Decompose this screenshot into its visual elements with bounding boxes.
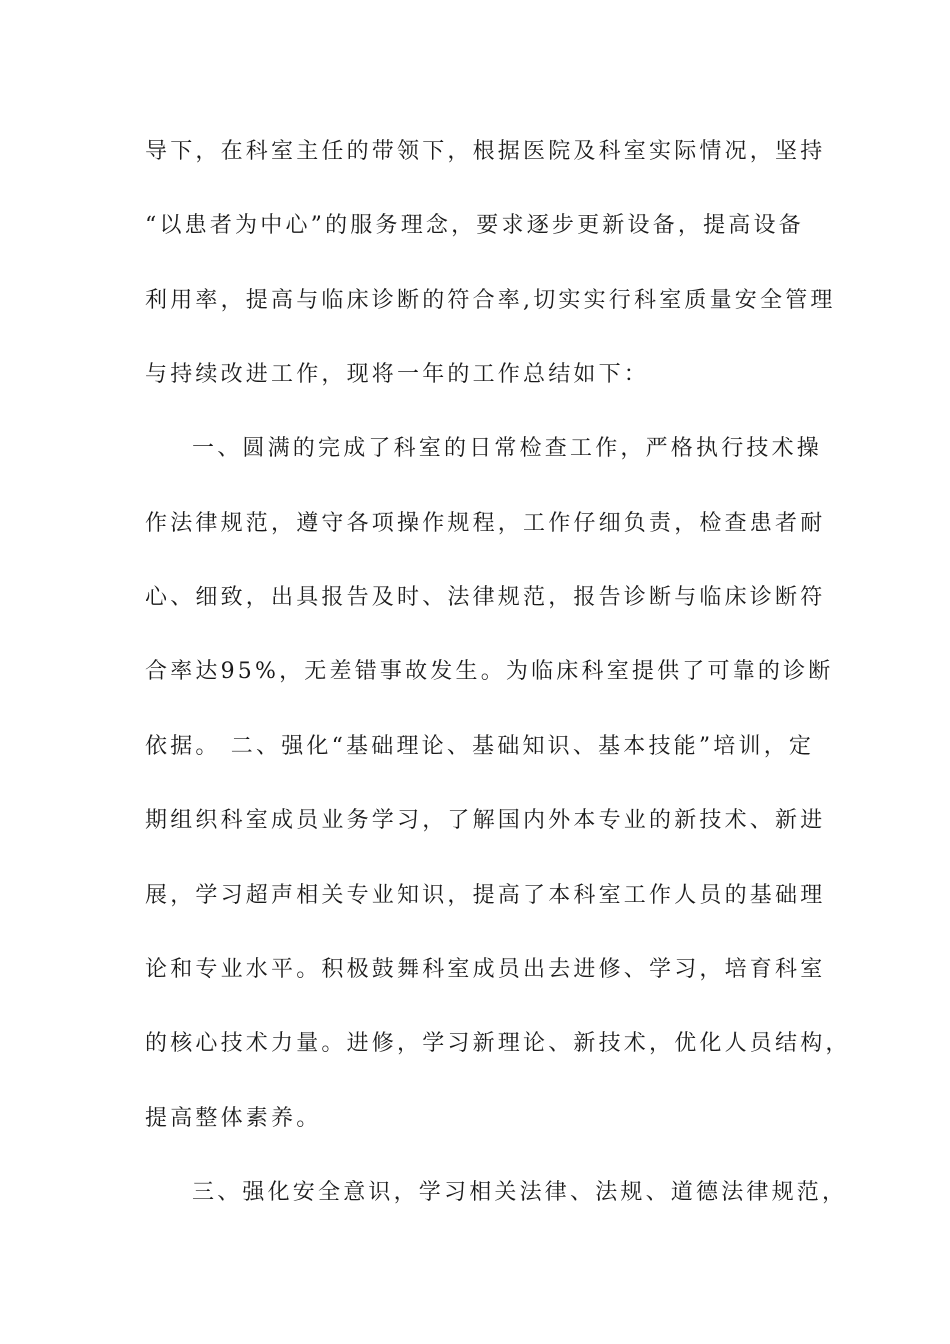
text-line: 期组织科室成员业务学习，了解国内外本专业的新技术、新进 — [145, 808, 826, 833]
paragraph-3-start: 三、强化安全意识，学习相关法律、法规、道德法律规范， — [192, 1180, 848, 1205]
text-line: 依据。 二、强化“基础理论、基础知识、基本技能”培训，定 — [145, 734, 815, 759]
text-line: 心、细致，出具报告及时、法律规范，报告诊断与临床诊断符 — [145, 585, 826, 610]
paragraph-1-start: 一、圆满的完成了科室的日常检查工作，严格执行技术操 — [192, 436, 823, 461]
text-line: “以患者为中心”的服务理念，要求逐步更新设备，提高设备 — [145, 213, 804, 238]
text-line: 展，学习超声相关专业知识，提高了本科室工作人员的基础理 — [145, 883, 826, 908]
text-line: 提高整体素养。 — [145, 1106, 322, 1131]
text-line: 利用率，提高与临床诊断的符合率,切实实行科室质量安全管理 — [145, 288, 836, 313]
text-line: 导下，在科室主任的带领下，根据医院及科室实际情况，坚持 — [145, 139, 826, 164]
text-line: 的核心技术力量。进修，学习新理论、新技术，优化人员结构， — [145, 1031, 851, 1056]
text-line: 合率达95%，无差错事故发生。为临床科室提供了可靠的诊断 — [145, 659, 834, 684]
text-line: 论和专业水平。积极鼓舞科室成员出去进修、学习，培育科室 — [145, 957, 826, 982]
text-line: 与持续改进工作，现将一年的工作总结如下： — [145, 362, 650, 387]
text-line: 作法律规范，遵守各项操作规程，工作仔细负责，检查患者耐 — [145, 511, 826, 536]
